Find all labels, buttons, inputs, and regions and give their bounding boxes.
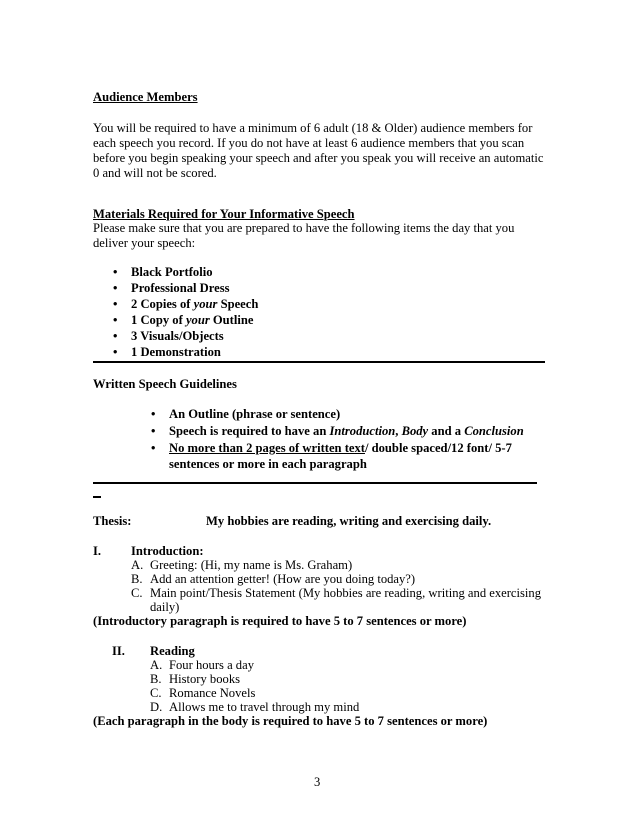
guideline-text: and a (428, 424, 465, 438)
bullet-icon: • (113, 265, 118, 279)
materials-heading: Materials Required for Your Informative Speech (93, 207, 355, 221)
audience-line-3: before you begin speaking your speech and after you speak you will receive an automatic (93, 151, 544, 165)
section-1-c: Main point/Thesis Statement (My hobbies are reading, writing and exercising (150, 586, 542, 600)
divider (93, 482, 537, 484)
bullet-icon: • (151, 424, 156, 438)
thesis-text: My hobbies are reading, writing and exercising daily. (206, 514, 492, 528)
audience-line-1: You will be required to have a minimum of 6 adult (18 & Older) audience members for (93, 121, 533, 135)
materials-item-1 (113, 265, 213, 280)
materials-intro-1: Please make sure that you are prepared to have the following items the day that you (93, 221, 515, 235)
guideline-emphasis: Body (401, 424, 429, 438)
page-number: 3 (314, 775, 321, 789)
section-2-b-label: B. (150, 672, 162, 686)
guideline-underlined: No more than 2 pages of written text (169, 441, 365, 455)
section-2-b: History books (169, 672, 241, 686)
written-heading: Written Speech Guidelines (93, 377, 237, 391)
section-2-c: Romance Novels (169, 686, 256, 700)
section-2-d-label: D. (150, 700, 163, 714)
materials-item-4 (113, 313, 254, 328)
guideline-text: , (395, 424, 402, 438)
item-emphasis: your (185, 313, 210, 327)
section-2-d: Allows me to travel through my mind (169, 700, 360, 714)
bullet-icon: • (151, 441, 156, 455)
section-1-title: Introduction: (131, 544, 204, 558)
bullet-icon: • (113, 281, 118, 295)
item-emphasis: your (193, 297, 218, 311)
item-text: Professional Dress (131, 281, 230, 295)
section-1-a-label: A. (131, 558, 144, 572)
guideline-2 (151, 424, 524, 439)
bullet-icon: • (113, 313, 118, 327)
section-1-c-cont: daily) (150, 600, 180, 614)
item-text: Outline (209, 313, 254, 327)
bullet-icon: • (151, 407, 156, 421)
item-text: 2 Copies of (131, 297, 194, 311)
materials-item-2 (113, 281, 230, 296)
section-2-note: (Each paragraph in the body is required to have 5 to 7 sentences or more) (93, 714, 488, 728)
divider (93, 361, 545, 363)
item-text: 1 Copy of (131, 313, 186, 327)
guideline-text: sentences or more in each paragraph (169, 457, 367, 471)
item-text: 1 Demonstration (131, 345, 221, 359)
materials-item-3 (113, 297, 259, 312)
section-1-b: Add an attention getter! (How are you doing today?) (150, 572, 416, 586)
section-1-number: I. (93, 544, 102, 558)
audience-line-4: 0 and will not be scored. (93, 166, 217, 180)
section-2-c-label: C. (150, 686, 162, 700)
item-text: Speech (217, 297, 259, 311)
materials-item-5 (113, 329, 224, 344)
section-1-note: (Introductory paragraph is required to have 5 to 7 sentences or more) (93, 614, 467, 628)
audience-line-2: each speech you record. If you do not have at least 6 audience members that you scan (93, 136, 525, 150)
materials-intro-2: deliver your speech: (93, 236, 196, 250)
section-2-a-label: A. (150, 658, 163, 672)
bullet-icon: • (113, 345, 118, 359)
materials-item-6 (113, 345, 221, 360)
divider-stub (93, 496, 101, 498)
guideline-3-cont (169, 457, 367, 472)
item-text: 3 Visuals/Objects (131, 329, 224, 343)
item-text: Black Portfolio (131, 265, 213, 279)
guideline-emphasis: Conclusion (464, 424, 524, 438)
section-2-number: II. (112, 644, 125, 658)
guideline-text: Speech is required to have an (169, 424, 330, 438)
section-1-c-label: C. (131, 586, 143, 600)
section-1-b-label: B. (131, 572, 143, 586)
guideline-emphasis: Introduction (329, 424, 396, 438)
guideline-1 (151, 407, 341, 422)
thesis-label: Thesis: (93, 514, 132, 528)
guideline-3 (151, 441, 512, 456)
bullet-icon: • (113, 297, 118, 311)
section-2-title: Reading (150, 644, 195, 658)
bullet-icon: • (113, 329, 118, 343)
guideline-text: / double spaced/12 font/ 5-7 (364, 441, 512, 455)
section-2-a: Four hours a day (169, 658, 254, 672)
section-1-a: Greeting: (Hi, my name is Ms. Graham) (150, 558, 353, 572)
guideline-text: An Outline (phrase or sentence) (169, 407, 341, 421)
audience-heading: Audience Members (93, 90, 198, 104)
